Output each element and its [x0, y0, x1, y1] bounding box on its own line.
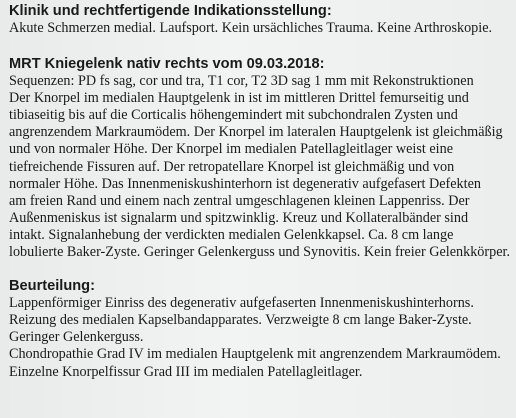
- assessment-line: Geringer Gelenkerguss.: [9, 329, 144, 346]
- indication-line: Akute Schmerzen medial. Laufsport. Kein ursächliches Trauma. Keine Arthroskopie.: [9, 20, 493, 36]
- assessment-section: [9, 278, 508, 380]
- assessment-line: Einzelne Knorpelfissur Grad III im medialen Patellagleitlager.: [9, 363, 363, 380]
- mri-line: Außenmeniskus ist signalarm und spitzwinklig. Kreuz und Kollateralbänder sind: [9, 209, 469, 226]
- mri-line: intakt. Signalanhebung der verdickten medialen Gelenkkapsel. Ca. 8 cm lange: [9, 226, 454, 243]
- indication-heading: Klinik und rechtfertigende Indikationsstellung:: [9, 3, 332, 19]
- mri-line: Sequenzen: PD fs sag, cor und tra, T1 cor, T2 3D sag 1 mm mit Rekonstruktionen: [9, 73, 474, 90]
- assessment-line: Lappenförmiger Einriss des degenerativ aufgefaserten Innenmeniskushinterhorns.: [9, 295, 474, 312]
- mri-line: Der Knorpel im medialen Hauptgelenk in ist im mittleren Drittel femurseitig und: [9, 90, 469, 107]
- section-spacer: [9, 37, 508, 56]
- mri-line: tiefreichende Fissuren auf. Der retropatellare Knorpel ist gleichmäßig und von: [9, 158, 455, 175]
- mri-heading: MRT Kniegelenk nativ rechts vom 09.03.2018:: [9, 56, 325, 73]
- assessment-line: Chondropathie Grad IV im medialen Hauptgelenk mit angrenzendem Markraumödem.: [9, 346, 501, 363]
- mri-line: lobulierte Baker-Zyste. Geringer Gelenkerguss und Synovitis. Kein freier Gelenkkörper.: [9, 244, 510, 261]
- assessment-line: Reizung des medialen Kapselbandapparates. Verzweigte 8 cm lange Baker-Zyste.: [9, 312, 472, 329]
- mri-line: normaler Höhe. Das Innenmeniskushinterhorn ist degenerativ aufgefasert Defekten: [9, 175, 481, 192]
- mri-section: [9, 56, 508, 261]
- indication-section: [9, 3, 508, 37]
- section-spacer: [9, 261, 508, 278]
- assessment-heading: Beurteilung:: [9, 278, 95, 295]
- mri-line: am freien Rand und einem nach zentral umgeschlagenen kleinen Lappenriss. Der: [9, 192, 470, 209]
- mri-line: angrenzendem Markraumödem. Der Knorpel im lateralen Hauptgelenk ist gleichmäßig: [9, 124, 503, 141]
- mri-line: und von normaler Höhe. Der Knorpel im medialen Patellagleitlager weist eine: [9, 141, 454, 158]
- mri-line: tibiaseitig bis auf die Corticalis höhengemindert mit subchondralen Zysten und: [9, 107, 458, 124]
